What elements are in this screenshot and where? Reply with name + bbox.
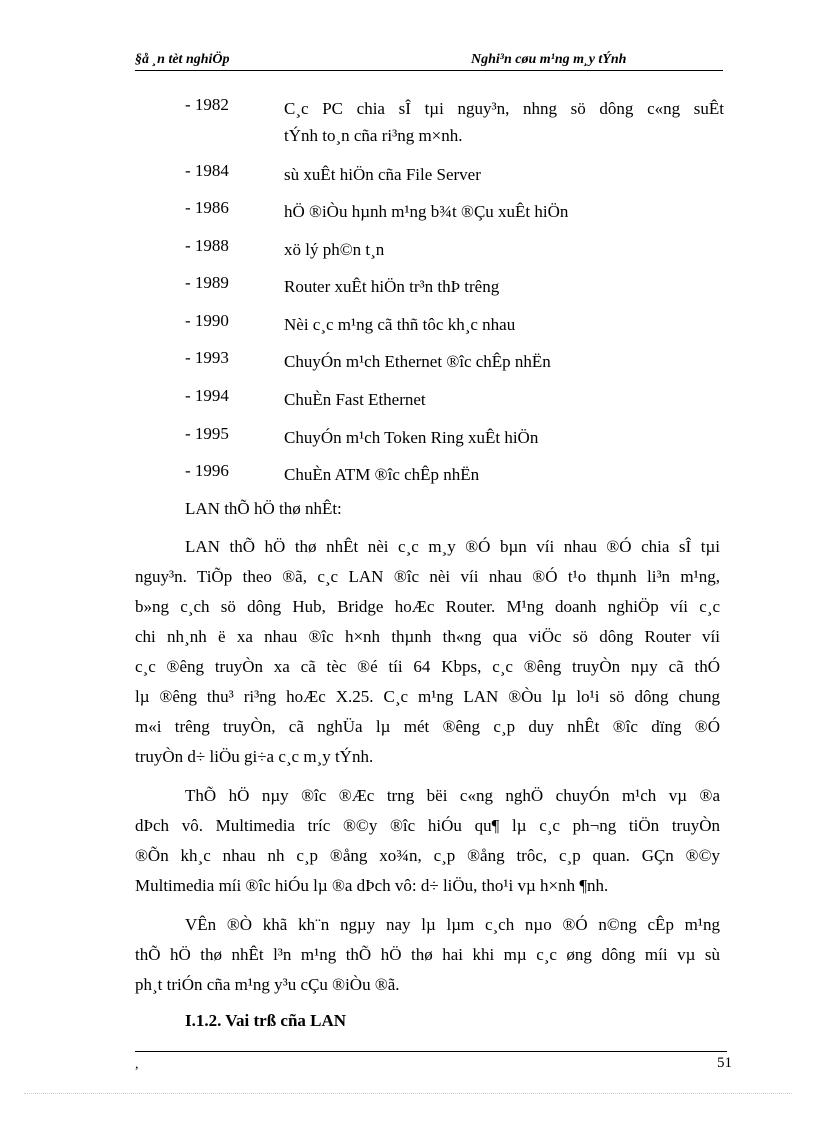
paragraph-line: lµ ®êng thu³ ri³ng hoÆc X.25. C¸c m¹ng LAN ®Òu lµ lo¹i sö dông chung <box>135 687 720 706</box>
paragraph-line: VÊn ®Ò khã kh¨n ngµy nay lµ lµm c¸ch nµo ®Ó n©ng cÊp m¹ng <box>185 915 720 934</box>
timeline-event <box>284 95 724 149</box>
timeline-event-line: Nèi c¸c m¹ng cã thñ tôc kh¸c nhau <box>284 315 516 334</box>
paragraph-line: ThÕ hÖ nµy ®îc ®Æc trng bëi c«ng nghÖ chuyÓn m¹ch vµ ®a <box>185 786 720 805</box>
timeline-year: - 1994 <box>185 386 229 405</box>
timeline-event <box>284 161 724 188</box>
timeline-year: - 1988 <box>185 236 229 255</box>
timeline-event-line: sù xuÊt hiÖn cña File Server <box>284 165 481 184</box>
timeline-event <box>284 198 724 225</box>
timeline-event-line: tÝnh to¸n cña ri³ng m×nh. <box>284 126 463 145</box>
timeline-event-line: C¸c PC chia sÎ tµi nguy³n, nhng sö dông c«ng suÊt <box>284 99 724 118</box>
timeline-event <box>284 311 724 338</box>
timeline-event <box>284 273 724 300</box>
paragraph-line: ®Õn kh¸c nhau nh c¸p ®ång xo¾n, c¸p ®ång trôc, c¸p quan. GÇn ®©y <box>135 846 720 865</box>
timeline-year: - 1986 <box>185 198 229 217</box>
footer-rule <box>135 1051 727 1052</box>
timeline-year: - 1990 <box>185 311 229 330</box>
timeline-event <box>284 386 724 413</box>
timeline-year: - 1984 <box>185 161 229 180</box>
timeline-event-line: ChuÈn ATM ®îc chÊp nhËn <box>284 465 480 484</box>
paragraph-line: truyÒn d÷ liÖu gi÷a c¸c m¸y tÝnh. <box>135 747 374 766</box>
paragraph-line: nguy³n. TiÕp theo ®ã, c¸c LAN ®îc nèi víi nhau ®Ó t¹o thµnh li³n m¹ng, <box>135 567 720 586</box>
timeline-year: - 1996 <box>185 461 229 480</box>
paragraph-line: c¸c ®êng truyÒn xa cã tèc ®é tíi 64 Kbps, c¸c ®êng truyÒn nµy cã thÓ <box>135 657 720 676</box>
timeline-event-line: ChuyÓn m¹ch Token Ring xuÊt hiÖn <box>284 428 539 447</box>
timeline-event-line: Router xuÊt hiÖn tr³n thÞ trêng <box>284 277 500 296</box>
timeline-event <box>284 461 724 488</box>
paragraph-line: chi nh¸nh ë xa nhau ®îc h×nh thµnh th«ng qua viÖc sö dông Router víi <box>135 627 720 646</box>
timeline-event-line: ChuÈn Fast Ethernet <box>284 390 426 409</box>
footer-mark: , <box>135 1057 139 1072</box>
section-heading: I.1.2. Vai trß cña LAN <box>185 1011 347 1030</box>
page-bottom-dotted-border <box>24 1093 792 1094</box>
header-right-title: Nghi³n cøu m¹ng m¸y tÝnh <box>471 52 627 67</box>
timeline-event-line: hÖ ®iÒu hµnh m¹ng b¾t ®Çu xuÊt hiÖn <box>284 202 569 221</box>
header-left-title: §å ¸n tèt nghiÖp <box>135 52 230 67</box>
paragraph-intro: LAN thÕ hÖ thø nhÊt: <box>185 499 342 518</box>
paragraph-line: thÕ hÖ thø nhÊt l³n m¹ng thÕ hÖ thø hai khi mµ c¸c øng dông míi vµ sù <box>135 945 720 964</box>
timeline-event-line: xö lý ph©n t¸n <box>284 240 385 259</box>
page-number: 51 <box>717 1055 732 1071</box>
paragraph-line: ph¸t triÓn cña m¹ng y³u cÇu ®iÒu ®ã. <box>135 975 400 994</box>
paragraph-line: m«i trêng truyÒn, cã nghÜa lµ mét ®êng c¸p duy nhÊt ®îc dïng ®Ó <box>135 717 720 736</box>
timeline-event <box>284 348 724 375</box>
timeline-year: - 1982 <box>185 95 229 114</box>
paragraph-line: Multimedia míi ®îc hiÓu lµ ®a dÞch vô: d÷ liÖu, tho¹i vµ h×nh ¶nh. <box>135 876 609 895</box>
timeline-year: - 1995 <box>185 424 229 443</box>
page-header <box>135 50 723 71</box>
timeline-event-line: ChuyÓn m¹ch Ethernet ®îc chÊp nhËn <box>284 352 551 371</box>
timeline-event <box>284 236 724 263</box>
paragraph-line: LAN thÕ hÖ thø nhÊt nèi c¸c m¸y ®Ó bµn víi nhau ®Ó chia sÎ tµi <box>185 537 720 556</box>
timeline-event <box>284 424 724 451</box>
paragraph-line: b»ng c¸ch sö dông Hub, Bridge hoÆc Router. M¹ng doanh nghiÖp víi c¸c <box>135 597 720 616</box>
paragraph-line: dÞch vô. Multimedia tríc ®©y ®îc hiÓu qu¶ lµ c¸c ph¬ng tiÖn truyÒn <box>135 816 720 835</box>
timeline-year: - 1989 <box>185 273 229 292</box>
timeline-year: - 1993 <box>185 348 229 367</box>
